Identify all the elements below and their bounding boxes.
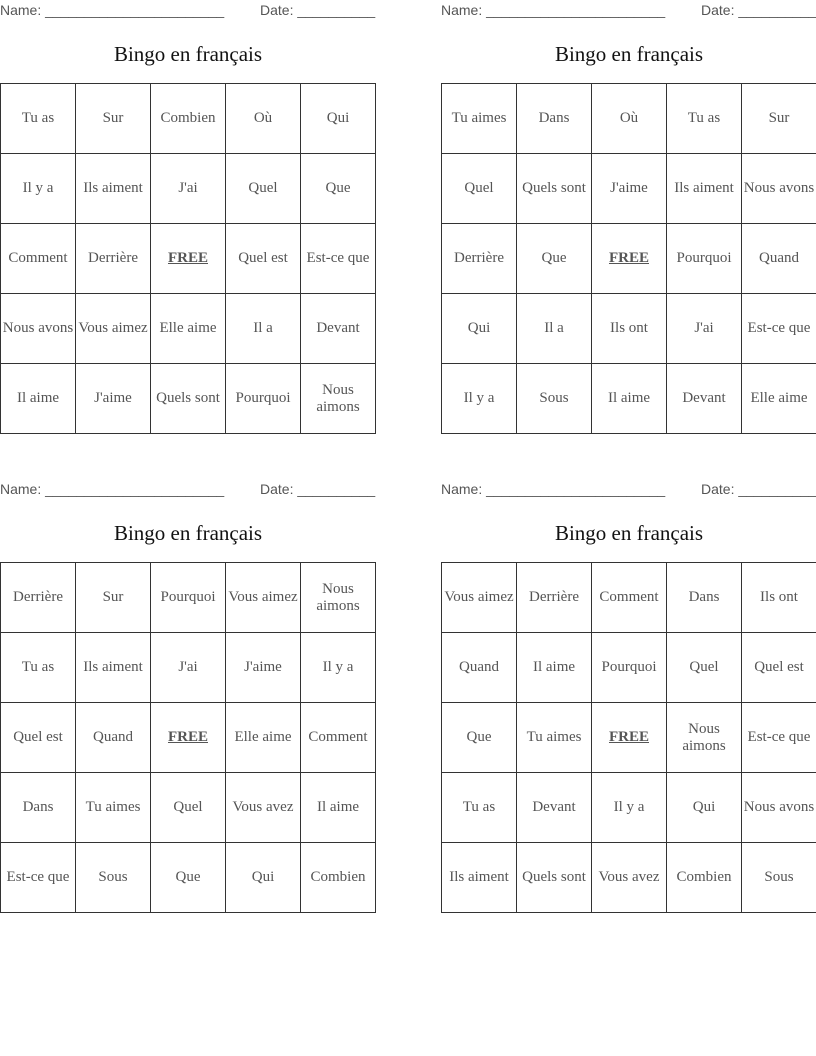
bingo-card (441, 479, 816, 919)
bingo-cell: Quand (742, 224, 816, 294)
bingo-cell: Quel (667, 633, 742, 703)
bingo-cell: Qui (226, 843, 301, 913)
bingo-cell: Combien (301, 843, 376, 913)
bingo-cell: Ils aiment (667, 154, 742, 224)
bingo-cell: J'aime (226, 633, 301, 703)
bingo-card (0, 479, 376, 919)
bingo-cell: Quand (442, 633, 517, 703)
bingo-cell: Que (517, 224, 592, 294)
bingo-cell: Derrière (442, 224, 517, 294)
bingo-cell: Est-ce que (742, 294, 816, 364)
bingo-cell: Vous avez (592, 843, 667, 913)
bingo-cell: Comment (592, 563, 667, 633)
bingo-card (441, 0, 816, 440)
bingo-cell: Devant (301, 294, 376, 364)
card-title: Bingo en français (554, 42, 704, 66)
bingo-cell: Pourquoi (151, 563, 226, 633)
bingo-cell: Tu as (667, 84, 742, 154)
bingo-cell: Est-ce que (1, 843, 76, 913)
bingo-grid (441, 83, 816, 434)
bingo-cell: Il y a (442, 364, 517, 434)
bingo-cell: Vous avez (226, 773, 301, 843)
bingo-cell: Est-ce que (301, 224, 376, 294)
bingo-cell: Il a (226, 294, 301, 364)
bingo-cell: Tu as (442, 773, 517, 843)
bingo-cell: Il y a (592, 773, 667, 843)
bingo-cell: Tu as (1, 633, 76, 703)
bingo-cell: Quand (76, 703, 151, 773)
bingo-cell: J'aime (592, 154, 667, 224)
bingo-cell: Où (226, 84, 301, 154)
bingo-cell: Nous aimons (667, 703, 742, 773)
bingo-cell: Nous avons (742, 773, 816, 843)
bingo-cell: Qui (442, 294, 517, 364)
free-cell: FREE (151, 224, 226, 294)
free-cell: FREE (592, 224, 667, 294)
bingo-cell: Comment (301, 703, 376, 773)
bingo-cell: Qui (301, 84, 376, 154)
bingo-cell: Pourquoi (592, 633, 667, 703)
bingo-cell: J'ai (151, 154, 226, 224)
bingo-cell: Ils ont (742, 563, 816, 633)
bingo-cell: Tu aimes (517, 703, 592, 773)
bingo-cell: Nous aimons (301, 563, 376, 633)
bingo-grid (0, 83, 376, 434)
date-line: Date: __________ (260, 481, 376, 497)
bingo-cell: Tu aimes (76, 773, 151, 843)
bingo-cell: Qui (667, 773, 742, 843)
bingo-cell: Il a (517, 294, 592, 364)
bingo-cell: Sur (76, 563, 151, 633)
bingo-cell: Nous aimons (301, 364, 376, 434)
bingo-cell: Que (151, 843, 226, 913)
bingo-cell: Dans (1, 773, 76, 843)
bingo-cell: Quel est (742, 633, 816, 703)
bingo-cell: Comment (1, 224, 76, 294)
bingo-cell: Elle aime (742, 364, 816, 434)
bingo-cell: Il aime (1, 364, 76, 434)
bingo-cell: Combien (151, 84, 226, 154)
bingo-cell: Nous avons (742, 154, 816, 224)
bingo-grid (441, 562, 816, 913)
bingo-cell: Tu aimes (442, 84, 517, 154)
free-cell: FREE (151, 703, 226, 773)
bingo-cell: Elle aime (226, 703, 301, 773)
bingo-cell: Est-ce que (742, 703, 816, 773)
bingo-cell: Elle aime (151, 294, 226, 364)
bingo-cell: Dans (667, 563, 742, 633)
bingo-cell: Tu as (1, 84, 76, 154)
bingo-cell: Derrière (517, 563, 592, 633)
date-line: Date: __________ (701, 481, 816, 497)
bingo-cell: Vous aimez (76, 294, 151, 364)
bingo-cell: Ils aiment (76, 633, 151, 703)
bingo-cell: Devant (667, 364, 742, 434)
date-line: Date: __________ (260, 2, 376, 18)
bingo-cell: Vous aimez (226, 563, 301, 633)
card-title: Bingo en français (113, 521, 263, 545)
bingo-cell: Sur (742, 84, 816, 154)
bingo-cell: Derrière (76, 224, 151, 294)
bingo-cell: Nous avons (1, 294, 76, 364)
bingo-cell: Sous (76, 843, 151, 913)
bingo-cell: Pourquoi (226, 364, 301, 434)
bingo-cell: Il aime (517, 633, 592, 703)
bingo-cell: J'ai (151, 633, 226, 703)
date-line: Date: __________ (701, 2, 816, 18)
bingo-grid (0, 562, 376, 913)
card-title: Bingo en français (554, 521, 704, 545)
bingo-cell: Quel (151, 773, 226, 843)
name-line: Name: _______________________ (0, 481, 225, 497)
bingo-cell: Il y a (301, 633, 376, 703)
name-line: Name: _______________________ (441, 481, 666, 497)
bingo-cell: Sous (517, 364, 592, 434)
bingo-cell: Que (442, 703, 517, 773)
bingo-cell: J'ai (667, 294, 742, 364)
bingo-cell: Il aime (301, 773, 376, 843)
bingo-cell: Sur (76, 84, 151, 154)
bingo-cell: Devant (517, 773, 592, 843)
name-line: Name: _______________________ (441, 2, 666, 18)
bingo-cell: Quels sont (517, 843, 592, 913)
free-cell: FREE (592, 703, 667, 773)
bingo-cell: Dans (517, 84, 592, 154)
bingo-cell: Ils aiment (442, 843, 517, 913)
bingo-cell: Vous aimez (442, 563, 517, 633)
bingo-cell: Sous (742, 843, 816, 913)
bingo-cell: Quel est (1, 703, 76, 773)
bingo-cell: Que (301, 154, 376, 224)
card-title: Bingo en français (113, 42, 263, 66)
bingo-cell: Il y a (1, 154, 76, 224)
bingo-cell: Quel (226, 154, 301, 224)
bingo-cell: Ils ont (592, 294, 667, 364)
bingo-card (0, 0, 376, 440)
bingo-cell: Quels sont (517, 154, 592, 224)
bingo-cell: Il aime (592, 364, 667, 434)
bingo-cell: J'aime (76, 364, 151, 434)
name-line: Name: _______________________ (0, 2, 225, 18)
bingo-cell: Ils aiment (76, 154, 151, 224)
bingo-cell: Où (592, 84, 667, 154)
bingo-cell: Quel (442, 154, 517, 224)
bingo-cell: Quel est (226, 224, 301, 294)
bingo-cell: Quels sont (151, 364, 226, 434)
bingo-cell: Derrière (1, 563, 76, 633)
bingo-cell: Pourquoi (667, 224, 742, 294)
bingo-cell: Combien (667, 843, 742, 913)
